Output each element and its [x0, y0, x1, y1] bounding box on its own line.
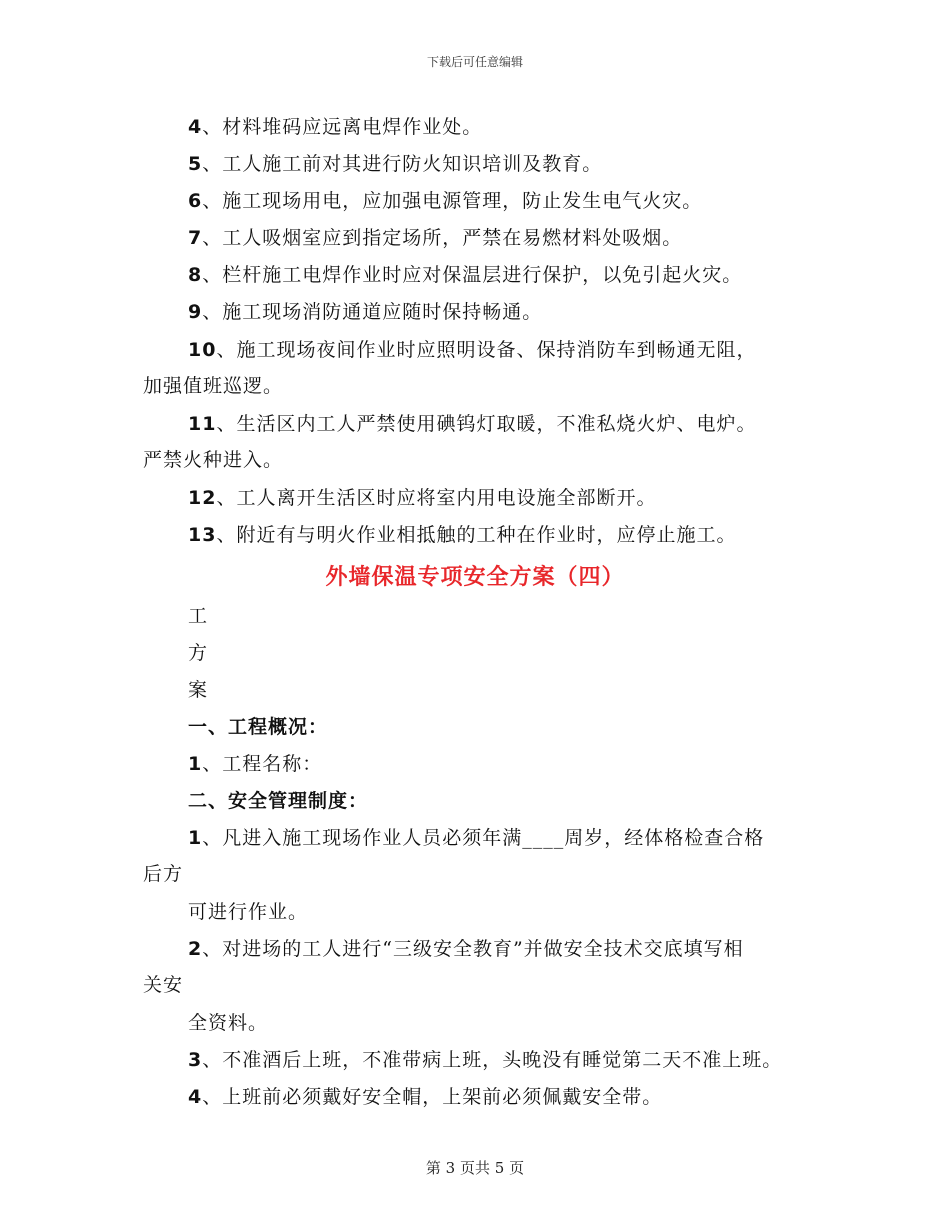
list-item: 13、附近有与明火作业相抵触的工种在作业时，应停止施工。	[188, 524, 737, 546]
rule-continuation: 全资料。	[188, 1012, 269, 1034]
list-item-continuation: 加强值班巡逻。	[143, 375, 284, 397]
list-item: 5、工人施工前对其进行防火知识培训及教育。	[188, 153, 603, 175]
vertical-char: 工	[188, 605, 209, 627]
heading-overview: 一、工程概况：	[188, 716, 329, 738]
project-name-line: 1、工程名称：	[188, 753, 323, 775]
list-item: 12、工人离开生活区时应将室内用电设施全部断开。	[188, 487, 657, 509]
vertical-char: 案	[188, 679, 209, 701]
page-footer: 第 3 页共 5 页	[425, 1159, 525, 1177]
heading-safety-management: 二、安全管理制度：	[188, 790, 369, 812]
rule-item: 2、对进场的工人进行“三级安全教育”并做安全技术交底填写相	[188, 938, 744, 960]
page-header: 下载后可任意编辑	[426, 55, 523, 69]
list-item-continuation: 严禁火种进入。	[143, 449, 284, 471]
list-item: 6、施工现场用电，应加强电源管理，防止发生电气火灾。	[188, 190, 703, 212]
list-item: 4、材料堆码应远离电焊作业处。	[188, 116, 483, 138]
section-title: 外墙保温专项安全方案（四）	[325, 564, 625, 590]
rule-continuation: 后方	[143, 863, 184, 885]
list-item: 9、施工现场消防通道应随时保持畅通。	[188, 301, 543, 323]
rule-item: 3、不准酒后上班，不准带病上班，头晚没有睡觉第二天不准上班。	[188, 1049, 783, 1071]
list-item: 7、工人吸烟室应到指定场所，严禁在易燃材料处吸烟。	[188, 227, 683, 249]
list-item: 10、施工现场夜间作业时应照明设备、保持消防车到畅通无阻，	[188, 339, 757, 361]
rule-continuation: 关安	[143, 974, 184, 996]
list-item: 11、生活区内工人严禁使用碘钨灯取暖，不准私烧火炉、电炉。	[188, 413, 757, 435]
list-item: 8、栏杆施工电焊作业时应对保温层进行保护，以免引起火灾。	[188, 264, 743, 286]
age-blank: ____	[522, 827, 565, 849]
rule-continuation: 可进行作业。	[188, 901, 309, 923]
rule-item: 1、凡进入施工现场作业人员必须年满____周岁，经体格检查合格	[188, 827, 765, 849]
vertical-char: 方	[188, 642, 209, 664]
rule-item: 4、上班前必须戴好安全帽，上架前必须佩戴安全带。	[188, 1086, 663, 1108]
